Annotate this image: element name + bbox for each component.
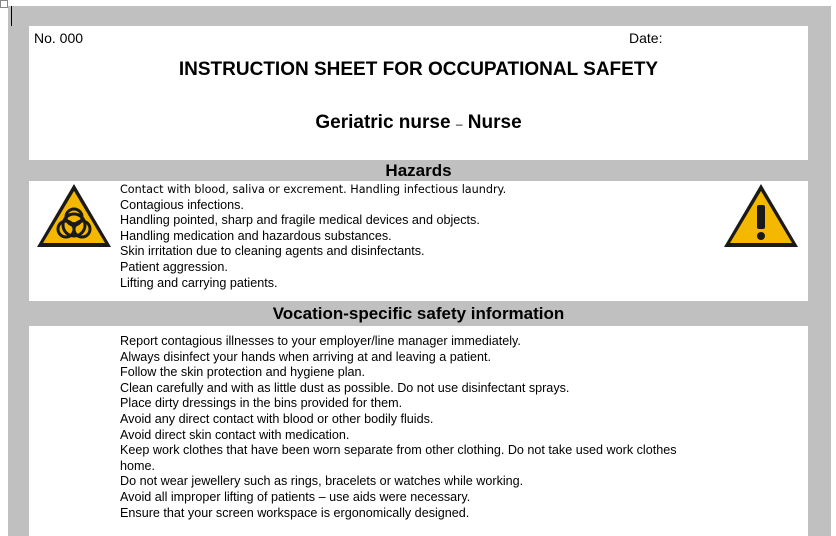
list-item: Ensure that your screen workspace is ergonomically designed. — [120, 505, 470, 520]
text-cursor — [11, 6, 12, 26]
warning-icon — [721, 181, 801, 249]
safety-info-list — [120, 334, 700, 521]
safety-info-heading: Vocation-specific safety information — [272, 304, 565, 323]
list-item: Always disinfect your hands when arriving at and leaving a patient. — [120, 349, 492, 364]
job-subtitle — [29, 112, 808, 134]
list-item: Lifting and carrying patients. — [120, 275, 278, 290]
safety-info-section — [29, 326, 808, 536]
subtitle-right: Nurse — [467, 112, 522, 133]
subtitle-left: Geriatric nurse — [315, 112, 451, 133]
subtitle-dash: – — [455, 117, 463, 131]
list-item: Place dirty dressings in the bins provided for them. — [120, 396, 403, 411]
hazards-list — [120, 182, 506, 291]
biohazard-icon — [34, 181, 114, 249]
list-item: Patient aggression. — [120, 259, 228, 274]
list-item: Do not wear jewellery such as rings, bracelets or watches while working. — [120, 474, 524, 489]
date-label: Date: — [629, 30, 663, 46]
header-section — [29, 26, 808, 160]
hazards-section — [29, 181, 808, 301]
page-title: INSTRUCTION SHEET FOR OCCUPATIONAL SAFETY — [178, 59, 659, 80]
list-item: Skin irritation due to cleaning agents and disinfectants. — [120, 244, 425, 259]
list-item: Clean carefully and with as little dust as possible. Do not use disinfectant sprays. — [120, 380, 570, 395]
list-item: Avoid all improper lifting of patients – use aids were necessary. — [120, 489, 471, 504]
document-number: No. 000 — [34, 30, 84, 46]
list-item: Avoid any direct contact with blood or other bodily fluids. — [120, 411, 434, 426]
hazards-heading: Hazards — [385, 161, 452, 180]
list-item: Report contagious illnesses to your employer/line manager immediately. — [120, 334, 521, 348]
text-boundary-marker — [0, 0, 8, 8]
list-item: Avoid direct skin contact with medication. — [120, 427, 350, 442]
list-item: Handling pointed, sharp and fragile medical devices and objects. — [120, 213, 480, 228]
list-item: Contact with blood, saliva or excrement. Handling infectious laundry. — [120, 183, 507, 196]
list-item: Handling medication and hazardous substances. — [120, 228, 392, 243]
list-item: Contagious infections. — [120, 197, 244, 212]
list-item: Follow the skin protection and hygiene plan. — [120, 365, 366, 380]
list-item: Keep work clothes that have been worn separate from other clothing. Do not take used work clothes home. — [120, 443, 677, 473]
